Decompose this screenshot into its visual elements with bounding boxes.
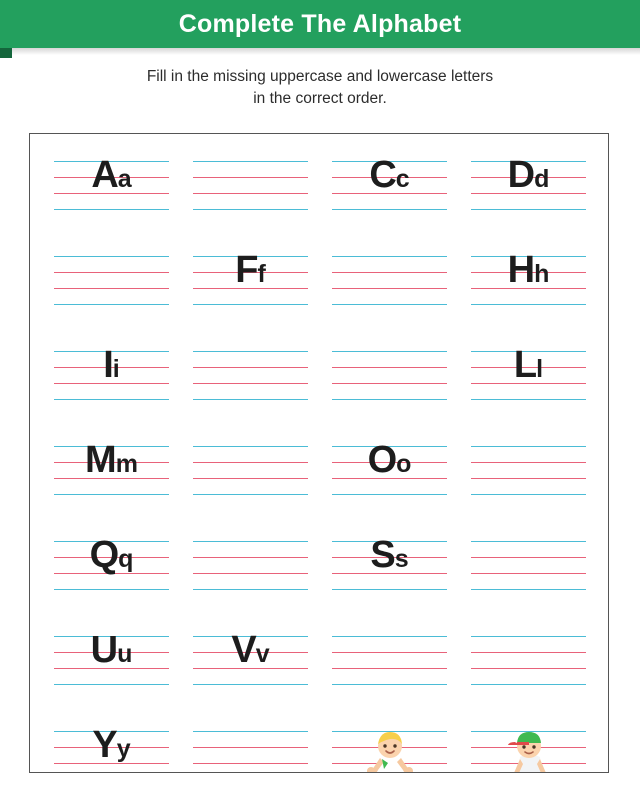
alphabet-cell[interactable] xyxy=(320,524,459,619)
rule-line xyxy=(332,399,447,400)
alphabet-cell[interactable] xyxy=(320,334,459,429)
letter-pair xyxy=(320,536,459,574)
alphabet-cell[interactable] xyxy=(42,714,181,773)
uppercase-letter: H xyxy=(507,249,535,291)
writing-lines xyxy=(193,541,308,601)
alphabet-cell[interactable] xyxy=(42,334,181,429)
alphabet-cell[interactable] xyxy=(320,429,459,524)
uppercase-letter: O xyxy=(367,439,397,481)
rule-line xyxy=(54,399,169,400)
rule-line xyxy=(471,557,586,558)
rule-line xyxy=(193,541,308,542)
writing-lines xyxy=(193,446,308,506)
boy-blond-waving-illustration xyxy=(360,729,420,773)
letter-pair xyxy=(320,156,459,194)
rule-line xyxy=(332,256,447,257)
letter-pair xyxy=(181,251,320,289)
alphabet-cell[interactable] xyxy=(181,239,320,334)
rule-line xyxy=(471,304,586,305)
alphabet-grid xyxy=(42,144,598,773)
rule-line xyxy=(471,399,586,400)
rule-line xyxy=(332,209,447,210)
alphabet-cell[interactable] xyxy=(459,429,598,524)
alphabet-cell[interactable] xyxy=(181,429,320,524)
lowercase-letter: y xyxy=(116,735,131,763)
alphabet-cell[interactable] xyxy=(459,334,598,429)
rule-line xyxy=(471,209,586,210)
header-bar xyxy=(0,0,640,48)
uppercase-letter: F xyxy=(235,249,258,291)
uppercase-letter: C xyxy=(369,154,396,196)
alphabet-cell[interactable] xyxy=(42,429,181,524)
rule-line xyxy=(193,367,308,368)
rule-line xyxy=(193,193,308,194)
rule-line xyxy=(193,589,308,590)
writing-lines xyxy=(193,731,308,773)
rule-line xyxy=(332,684,447,685)
alphabet-cell[interactable] xyxy=(181,524,320,619)
letter-pair xyxy=(181,631,320,669)
instructions-line-1: Fill in the missing uppercase and lowercase letters xyxy=(146,68,494,85)
rule-line xyxy=(471,478,586,479)
alphabet-cell[interactable] xyxy=(459,714,598,773)
alphabet-cell[interactable] xyxy=(320,239,459,334)
rule-line xyxy=(471,589,586,590)
rule-line xyxy=(193,383,308,384)
uppercase-letter: L xyxy=(513,344,537,386)
alphabet-cell[interactable] xyxy=(181,144,320,239)
instructions-line-2: in the correct order. xyxy=(253,90,387,107)
rule-line xyxy=(471,541,586,542)
rule-line xyxy=(332,383,447,384)
uppercase-letter: Q xyxy=(89,534,119,576)
rule-line xyxy=(54,209,169,210)
rule-line xyxy=(471,494,586,495)
rule-line xyxy=(54,304,169,305)
alphabet-cell[interactable] xyxy=(459,524,598,619)
boy-green-cap-illustration xyxy=(499,729,559,773)
rule-line xyxy=(471,684,586,685)
rule-line xyxy=(193,304,308,305)
rule-line xyxy=(332,668,447,669)
rule-line xyxy=(54,256,169,257)
rule-line xyxy=(471,573,586,574)
rule-line xyxy=(193,209,308,210)
header-corner-accent xyxy=(0,48,12,58)
alphabet-cell[interactable] xyxy=(320,714,459,773)
writing-lines xyxy=(332,256,447,316)
lowercase-letter: f xyxy=(257,260,266,288)
alphabet-cell[interactable] xyxy=(320,619,459,714)
instructions xyxy=(50,66,590,110)
rule-line xyxy=(193,573,308,574)
lowercase-letter: m xyxy=(115,450,138,478)
rule-line xyxy=(332,652,447,653)
letter-pair xyxy=(42,536,181,574)
alphabet-cell[interactable] xyxy=(181,334,320,429)
rule-line xyxy=(471,668,586,669)
lowercase-letter: o xyxy=(396,450,412,478)
rule-line xyxy=(471,446,586,447)
rule-line xyxy=(193,161,308,162)
uppercase-letter: D xyxy=(507,154,535,196)
alphabet-cell[interactable] xyxy=(320,144,459,239)
lowercase-letter: c xyxy=(395,165,410,193)
rule-line xyxy=(54,589,169,590)
lowercase-letter: d xyxy=(534,165,550,193)
rule-line xyxy=(54,288,169,289)
rule-line xyxy=(332,367,447,368)
rule-line xyxy=(332,589,447,590)
rule-line xyxy=(193,557,308,558)
uppercase-letter: S xyxy=(370,534,395,576)
writing-lines xyxy=(193,351,308,411)
uppercase-letter: A xyxy=(91,154,118,196)
lowercase-letter: v xyxy=(255,640,270,668)
lowercase-letter: a xyxy=(117,165,132,193)
alphabet-cell[interactable] xyxy=(42,524,181,619)
rule-line xyxy=(193,446,308,447)
rule-line xyxy=(193,494,308,495)
uppercase-letter: V xyxy=(231,629,256,671)
writing-lines xyxy=(471,636,586,696)
lowercase-letter: u xyxy=(117,640,133,668)
writing-lines xyxy=(471,446,586,506)
lowercase-letter: h xyxy=(534,260,550,288)
uppercase-letter: M xyxy=(85,439,116,481)
rule-line xyxy=(471,636,586,637)
writing-lines xyxy=(332,636,447,696)
rule-line xyxy=(471,652,586,653)
writing-lines xyxy=(332,351,447,411)
alphabet-cell[interactable] xyxy=(459,619,598,714)
alphabet-cell[interactable] xyxy=(42,619,181,714)
uppercase-letter: U xyxy=(90,629,118,671)
rule-line xyxy=(193,351,308,352)
rule-line xyxy=(471,462,586,463)
lowercase-letter: q xyxy=(118,545,134,573)
lowercase-letter: l xyxy=(536,355,544,383)
rule-line xyxy=(193,399,308,400)
letter-pair xyxy=(459,251,598,289)
letter-pair xyxy=(42,346,181,384)
lowercase-letter: i xyxy=(112,355,120,383)
letter-pair xyxy=(320,441,459,479)
alphabet-cell[interactable] xyxy=(181,619,320,714)
writing-lines xyxy=(54,256,169,316)
letter-pair xyxy=(42,441,181,479)
page-title: Complete The Alphabet xyxy=(178,9,462,38)
rule-line xyxy=(332,304,447,305)
rule-line xyxy=(193,747,308,748)
alphabet-cell[interactable] xyxy=(42,239,181,334)
alphabet-cell[interactable] xyxy=(42,144,181,239)
lowercase-letter: s xyxy=(394,545,409,573)
uppercase-letter: Y xyxy=(92,724,117,766)
writing-lines xyxy=(471,541,586,601)
rule-line xyxy=(193,478,308,479)
rule-line xyxy=(54,272,169,273)
rule-line xyxy=(332,288,447,289)
rule-line xyxy=(332,636,447,637)
header-shadow xyxy=(0,48,640,55)
letter-pair xyxy=(42,631,181,669)
rule-line xyxy=(193,177,308,178)
rule-line xyxy=(193,763,308,764)
rule-line xyxy=(193,462,308,463)
alphabet-cell[interactable] xyxy=(459,144,598,239)
letter-pair xyxy=(42,156,181,194)
rule-line xyxy=(54,494,169,495)
alphabet-cell[interactable] xyxy=(459,239,598,334)
rule-line xyxy=(54,684,169,685)
rule-line xyxy=(193,731,308,732)
writing-lines xyxy=(193,161,308,221)
rule-line xyxy=(332,272,447,273)
rule-line xyxy=(332,494,447,495)
alphabet-cell[interactable] xyxy=(181,714,320,773)
letter-pair xyxy=(42,726,181,764)
letter-pair xyxy=(459,156,598,194)
rule-line xyxy=(193,684,308,685)
rule-line xyxy=(332,351,447,352)
worksheet-frame xyxy=(29,133,609,773)
letter-pair xyxy=(459,346,598,384)
uppercase-letter: I xyxy=(103,344,113,386)
